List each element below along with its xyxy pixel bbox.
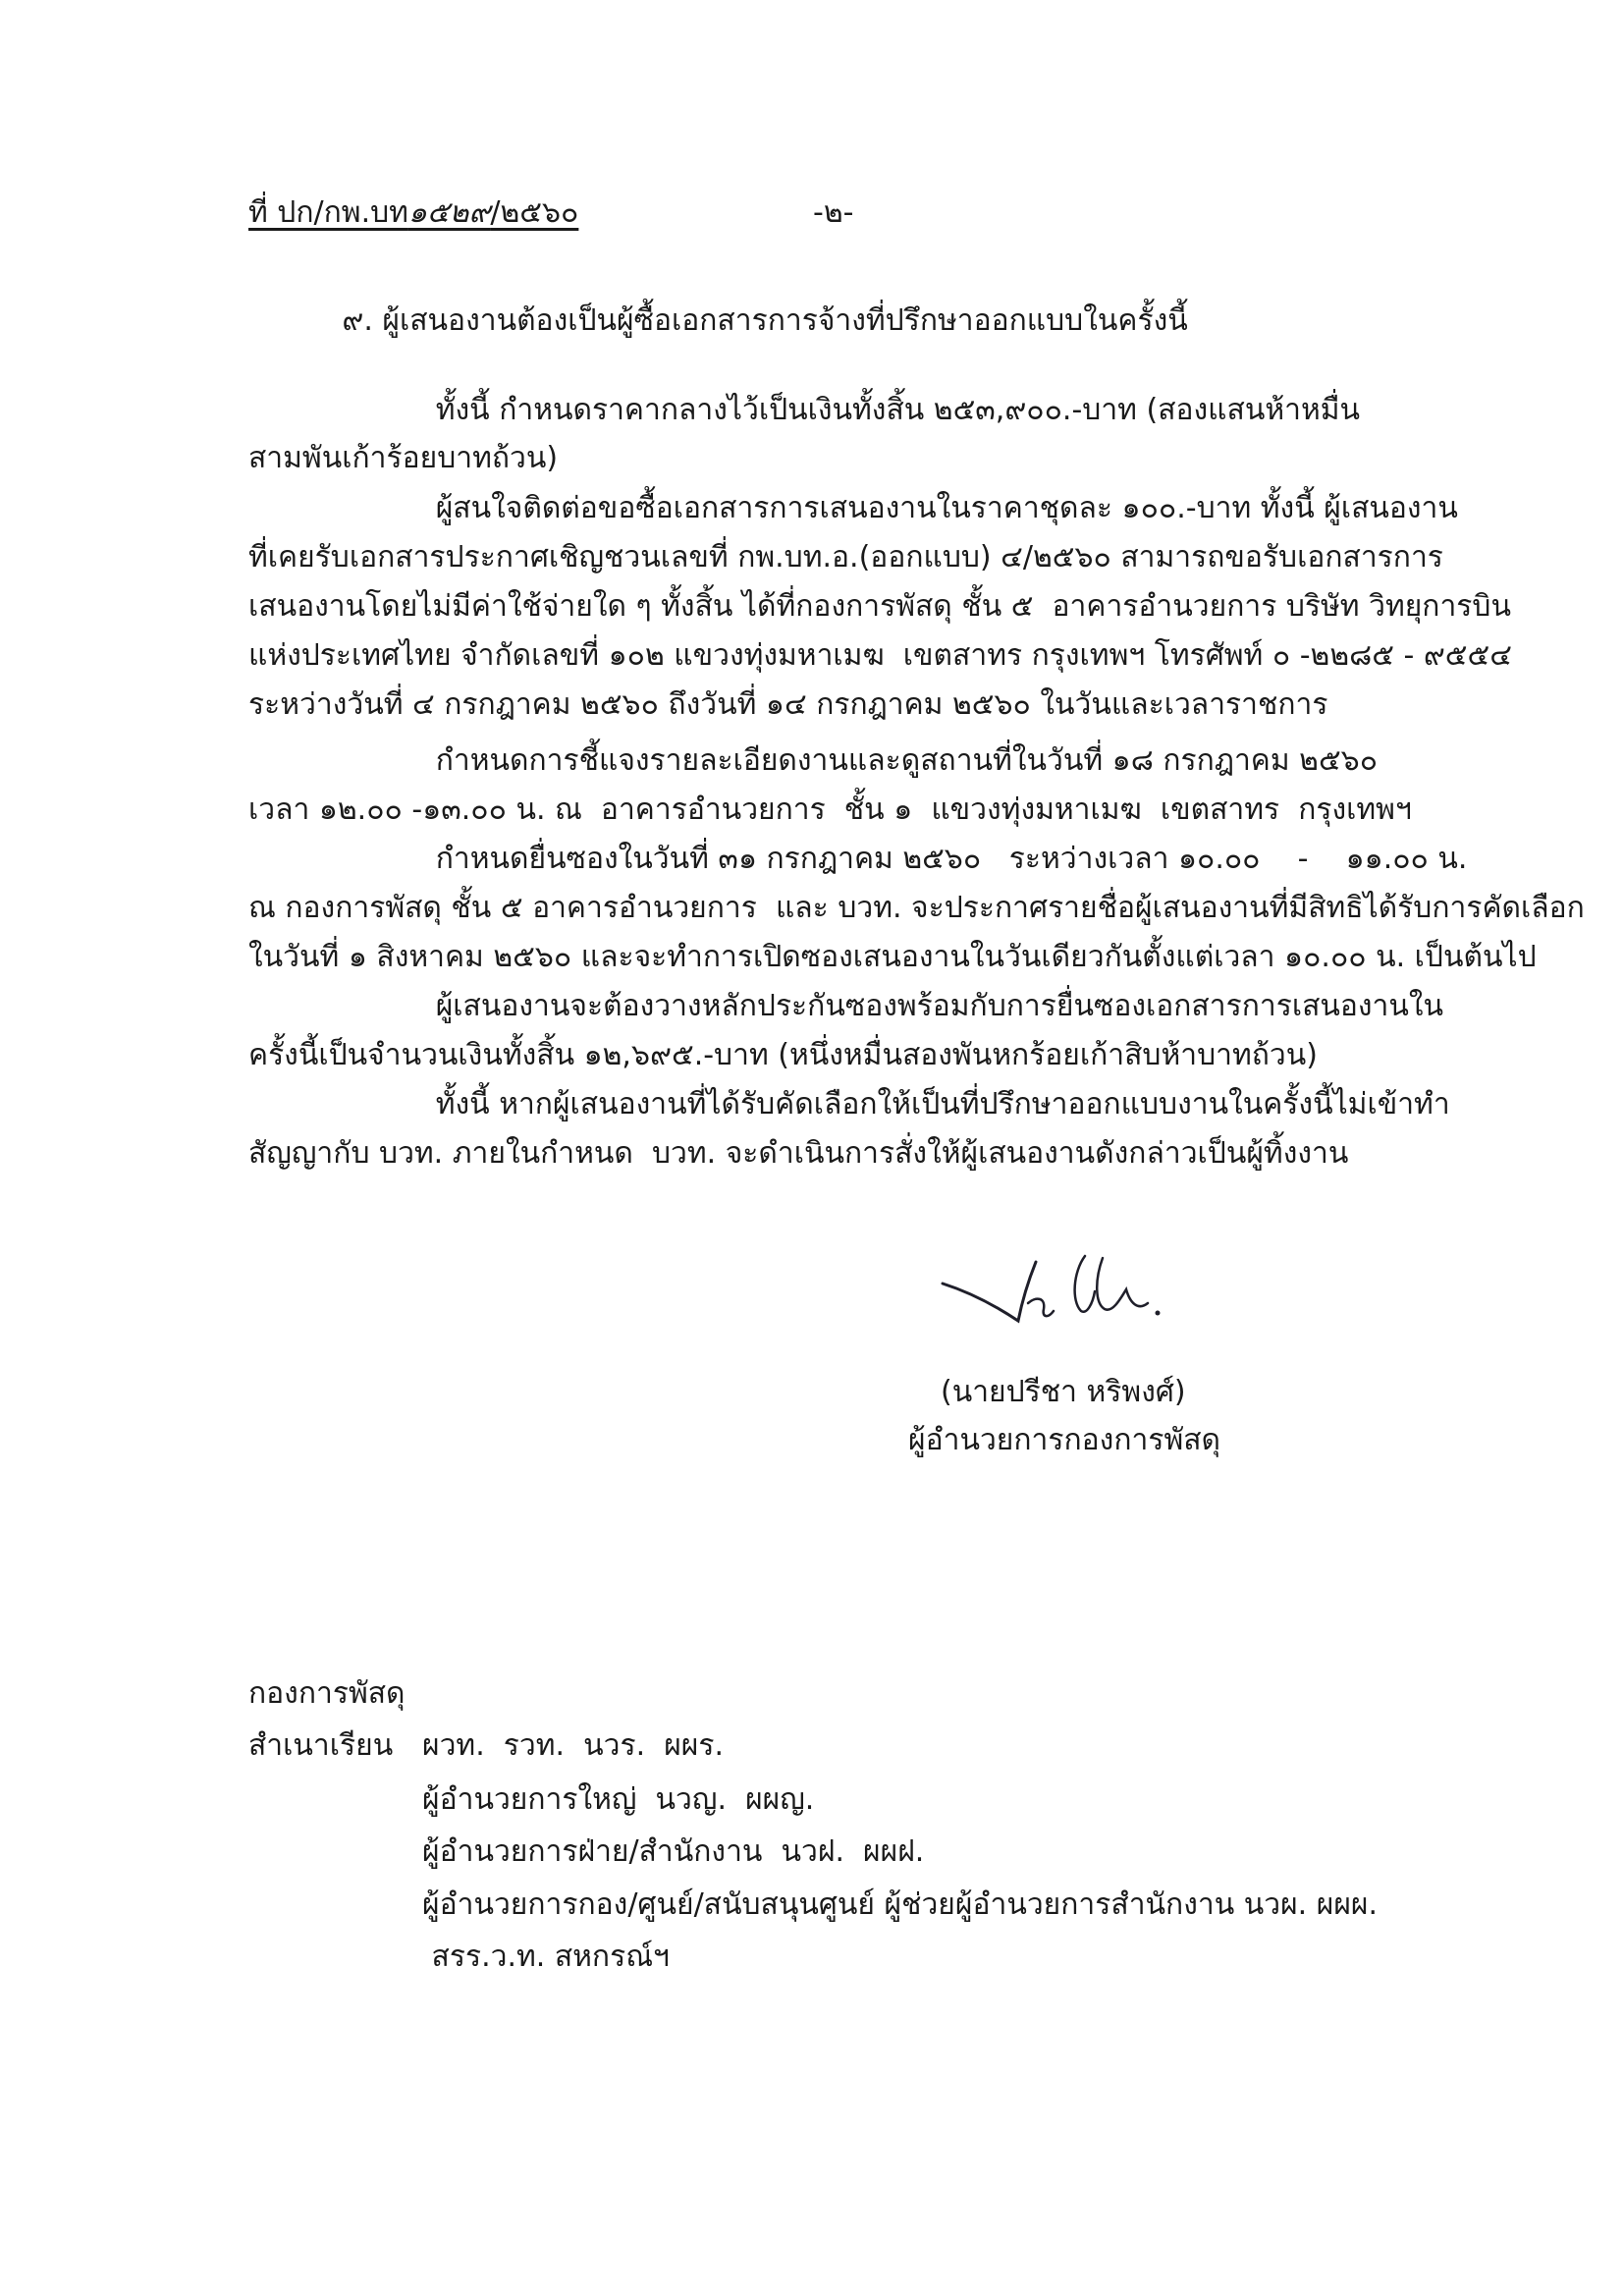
body-line: เสนองานโดยไม่มีค่าใช้จ่ายใด ๆ ทั้งสิ้น ได้ที่กองการพัสดุ ชั้น ๕ อาคารอำนวยการ บริษัท วิทยุการบิน — [248, 589, 1511, 624]
body-line: สัญญากับ บวท. ภายในกำหนด บวท. จะดำเนินการสั่งให้ผู้เสนองานดังกล่าวเป็นผู้ทิ้งงาน — [248, 1136, 1349, 1171]
issuing-department: กองการพัสดุ — [248, 1676, 406, 1711]
signer-position: ผู้อำนวยการกองการพัสดุ — [908, 1423, 1221, 1457]
cc-item: ผู้อำนวยการใหญ่ นวญ. ผผญ. — [422, 1782, 815, 1817]
body-line: ผู้เสนองานจะต้องวางหลักประกันซองพร้อมกับการยื่นซองเอกสารการเสนองานใน — [248, 989, 1444, 1023]
body-line: กำหนดการชี้แจงรายละเอียดงานและดูสถานที่ในวันที่ ๑๘ กรกฎาคม ๒๕๖๐ — [248, 743, 1379, 778]
body-line: ผู้สนใจติดต่อขอซื้อเอกสารการเสนองานในราคาชุดละ ๑๐๐.-บาท ทั้งนี้ ผู้เสนองาน — [248, 491, 1458, 525]
handwritten-signature — [938, 1242, 1193, 1350]
body-line: เวลา ๑๒.๐๐ -๑๓.๐๐ น. ณ อาคารอำนวยการ ชั้น ๑ แขวงทุ่งมหาเมฆ เขตสาทร กรุงเทพฯ — [248, 793, 1412, 827]
reference-prefix: ที่ ปก/กพ.บท — [248, 195, 408, 230]
cc-item: ผวท. รวท. นวร. ผผร. — [422, 1728, 725, 1763]
body-line: กำหนดยื่นซองในวันที่ ๓๑ กรกฎาคม ๒๕๖๐ ระหว่างเวลา ๑๐.๐๐ - ๑๑.๐๐ น. — [248, 842, 1468, 876]
body-line: ครั้งนี้เป็นจำนวนเงินทั้งสิ้น ๑๒,๖๙๕.-บาท (หนึ่งหมื่นสองพันหกร้อยเก้าสิบห้าบาทถ้วน) — [248, 1038, 1318, 1072]
cc-label: สำเนาเรียน — [248, 1728, 394, 1763]
body-line: ระหว่างวันที่ ๔ กรกฎาคม ๒๕๖๐ ถึงวันที่ ๑๔ กรกฎาคม ๒๕๖๐ ในวันและเวลาราชการ — [248, 687, 1328, 722]
signer-name: (นายปรีชา หริพงศ์) — [941, 1375, 1186, 1409]
body-line: สามพันเก้าร้อยบาทถ้วน) — [248, 441, 559, 475]
body-line: ทั้งนี้ หากผู้เสนองานที่ได้รับคัดเลือกให้เป็นที่ปรึกษาออกแบบงานในครั้งนี้ไม่เข้าทำ — [248, 1087, 1450, 1121]
body-line: ๙. ผู้เสนองานต้องเป็นผู้ซื้อเอกสารการจ้างที่ปรึกษาออกแบบในครั้งนี้ — [248, 303, 1188, 338]
cc-item: สรร.ว.ท. สหกรณ์ฯ — [422, 1940, 670, 1974]
body-line: ที่เคยรับเอกสารประกาศเชิญชวนเลขที่ กพ.บท.อ.(ออกแบบ) ๔/๒๕๖๐ สามารถขอรับเอกสารการ — [248, 540, 1443, 574]
body-line: แห่งประเทศไทย จำกัดเลขที่ ๑๐๒ แขวงทุ่งมหาเมฆ เขตสาทร กรุงเทพฯ โทรศัพท์ ๐ -๒๒๘๕ - ๙๕๕๔ — [248, 638, 1512, 673]
reference-handwritten-number: ๑๕๒๙ — [407, 195, 491, 230]
body-line: ทั้งนี้ กำหนดราคากลางไว้เป็นเงินทั้งสิ้น ๒๕๓,๙๐๐.-บาท (สองแสนห้าหมื่น — [248, 393, 1361, 427]
body-line: ณ กองการพัสดุ ชั้น ๕ อาคารอำนวยการ และ บวท. จะประกาศรายชื่อผู้เสนองานที่มีสิทธิได้รับการคัดเลือก — [248, 891, 1585, 925]
cc-item: ผู้อำนวยการฝ่าย/สำนักงาน นวฝ. ผผฝ. — [422, 1834, 925, 1869]
body-line: ในวันที่ ๑ สิงหาคม ๒๕๖๐ และจะทำการเปิดซองเสนองานในวันเดียวกันตั้งแต่เวลา ๑๐.๐๐ น. เป็นต้นไป — [248, 940, 1537, 974]
reference-suffix: /๒๕๖๐ — [490, 195, 579, 230]
page-number: -๒- — [813, 195, 854, 230]
reference-number — [248, 193, 578, 233]
cc-item: ผู้อำนวยการกอง/ศูนย์/สนับสนุนศูนย์ ผู้ช่วยผู้อำนวยการสำนักงาน นวผ. ผผผ. — [422, 1887, 1379, 1922]
